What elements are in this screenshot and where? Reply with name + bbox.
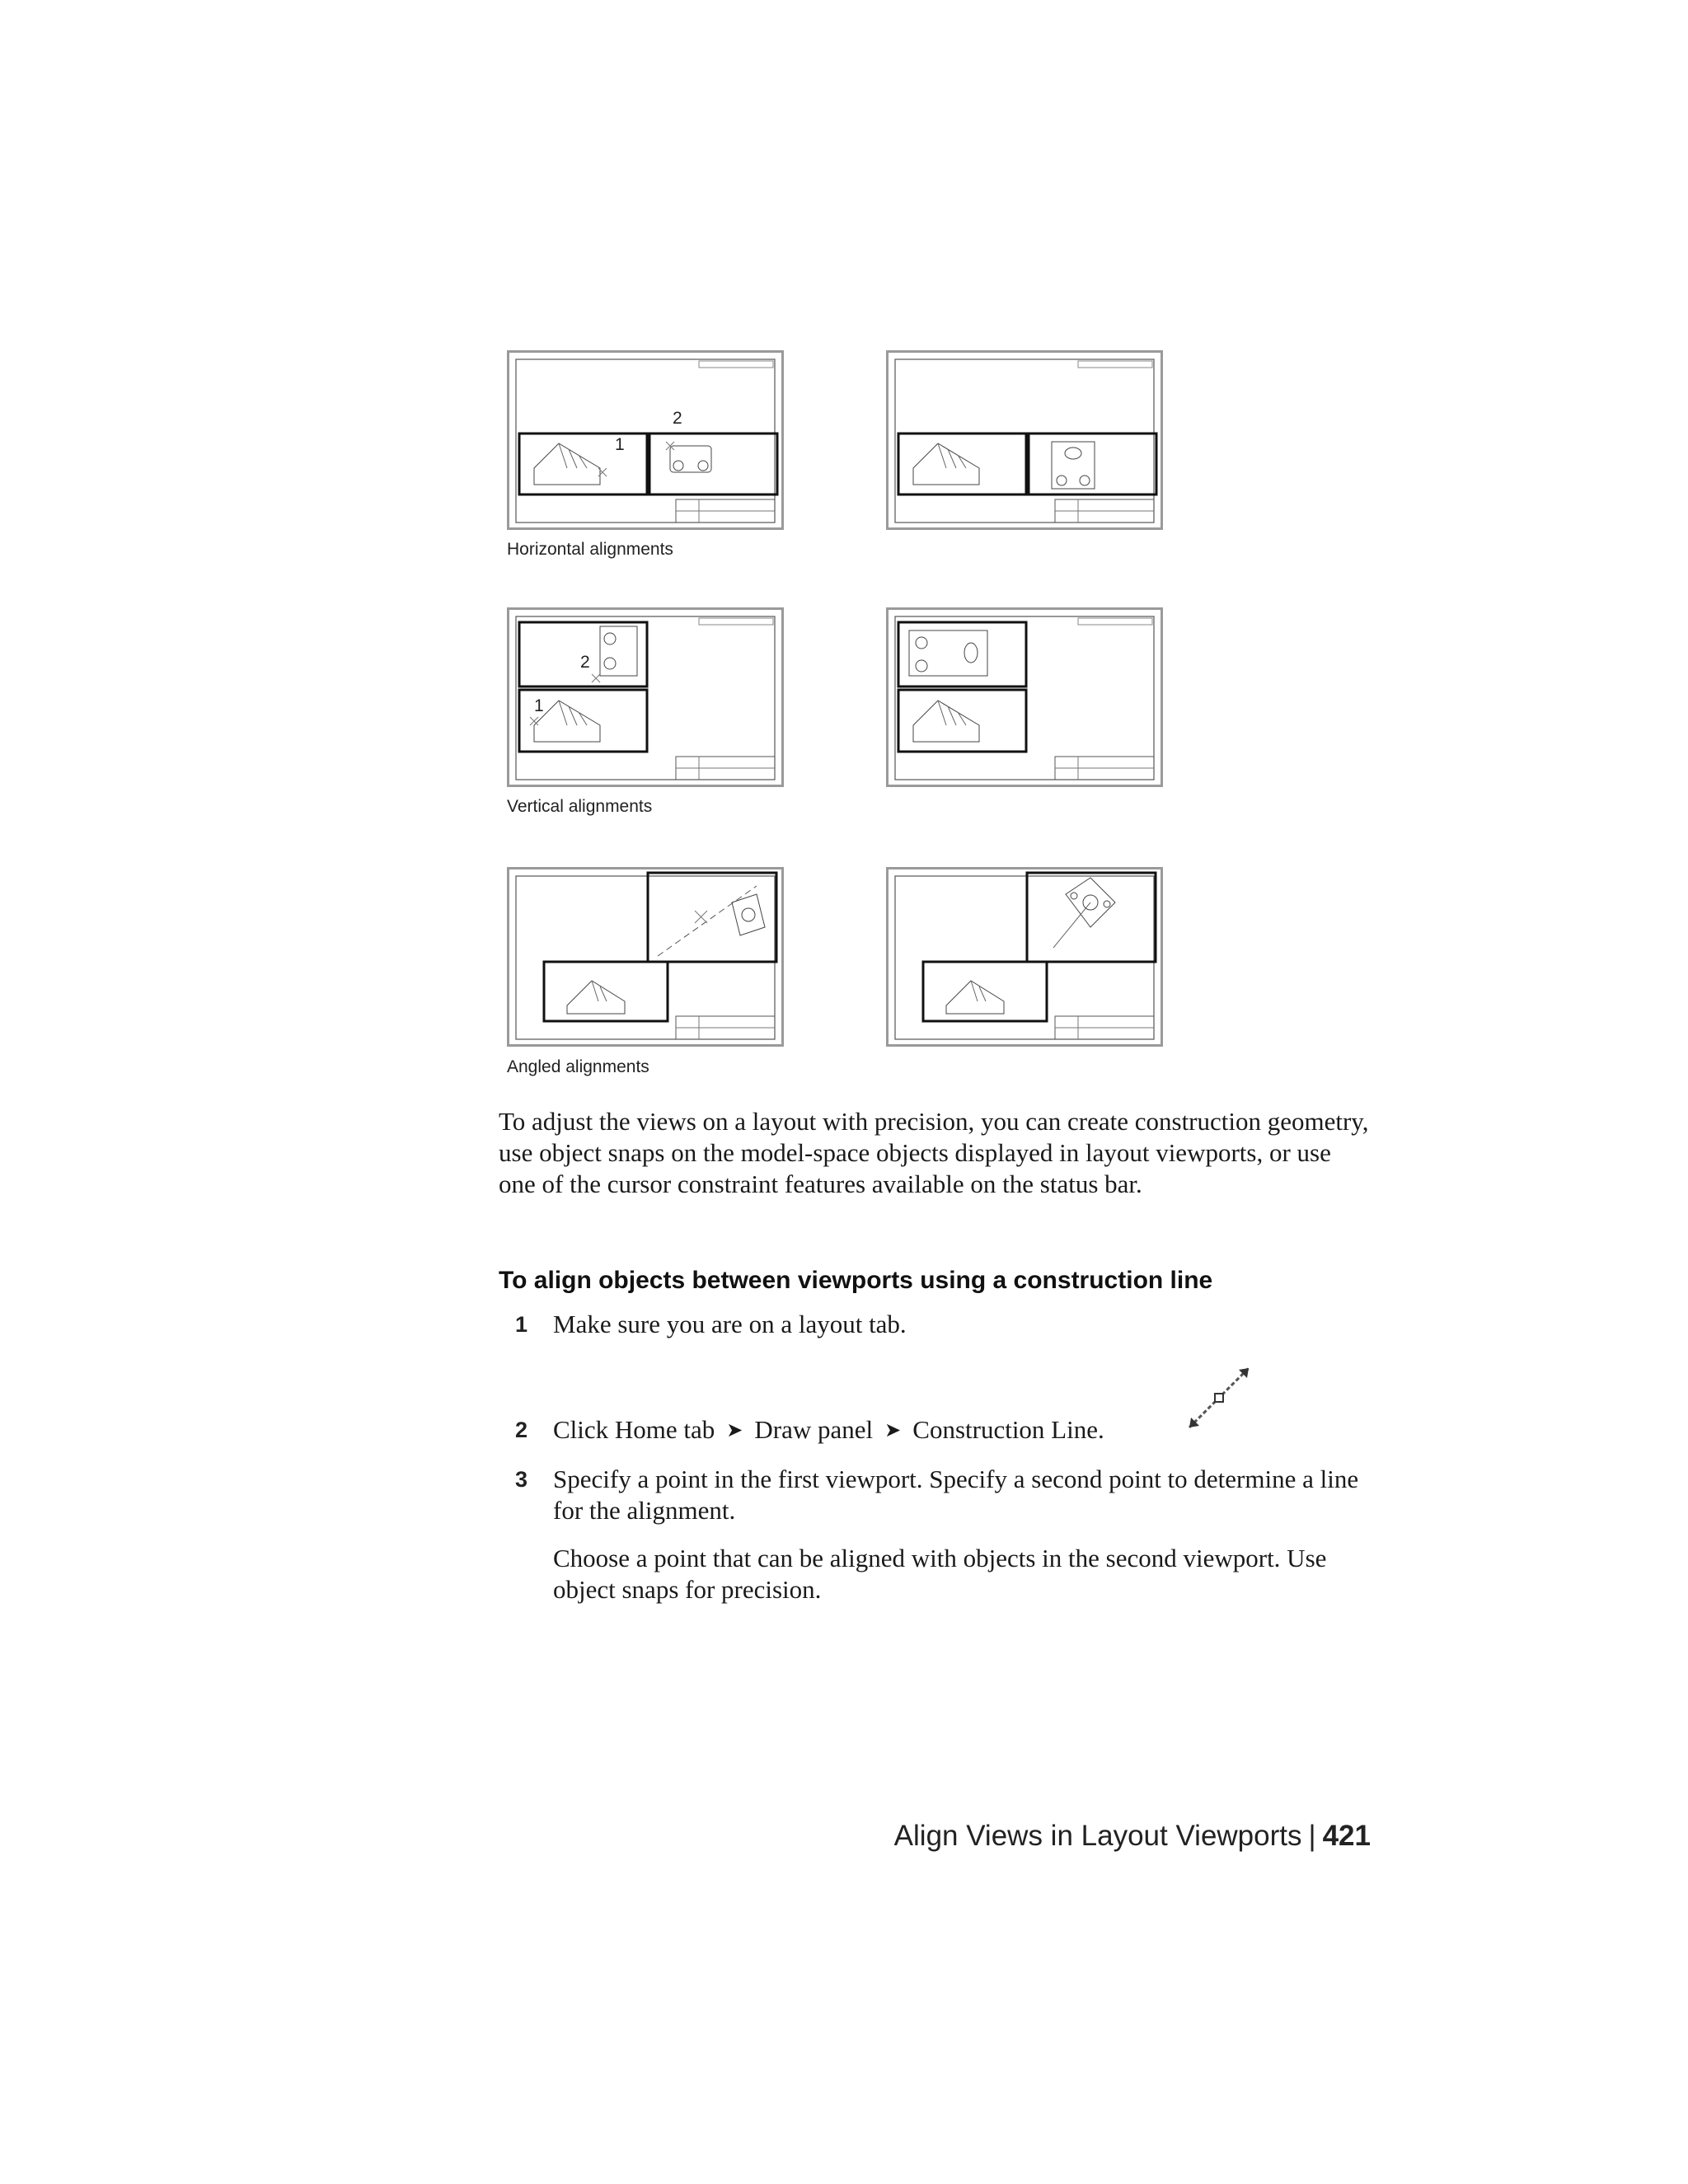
caption-angled: Angled alignments	[507, 1057, 649, 1076]
step-3-note: Choose a point that can be aligned with objects in the second viewport. Use object snaps for precision.	[553, 1544, 1327, 1604]
page-footer	[894, 1820, 1371, 1853]
step-2-number: 2	[515, 1418, 528, 1442]
step-1-text: Make sure you are on a layout tab.	[553, 1310, 907, 1338]
point-label-1: 1	[534, 696, 544, 715]
step-2-home-tab: Click Home tab	[553, 1415, 715, 1444]
point-label-2: 2	[580, 653, 590, 672]
point-label-2: 2	[673, 409, 682, 428]
point-label-1: 1	[615, 435, 625, 454]
step-2-arrow-1: ➤	[726, 1420, 743, 1441]
caption-vertical: Vertical alignments	[507, 797, 653, 816]
layout-horizontal-after	[886, 350, 1163, 530]
layout-vertical-after	[886, 607, 1163, 787]
page-number: 421	[1322, 1820, 1371, 1852]
intro-paragraph: To adjust the views on a layout with precision, you can create construction geometry, use object snaps on the model-space objects displayed in layout viewports, or use one of the cursor constraint features available on the status bar.	[499, 1107, 1369, 1198]
layout-horizontal-before	[507, 350, 784, 530]
procedure-heading: To align objects between viewports using a construction line	[499, 1267, 1213, 1294]
footer-separator: |	[1308, 1820, 1316, 1852]
step-2-arrow-2: ➤	[884, 1420, 902, 1441]
footer-section-title: Align Views in Layout Viewports	[893, 1820, 1302, 1852]
construction-line-icon	[1181, 1360, 1257, 1436]
step-2-text	[553, 1414, 1229, 1448]
caption-horizontal: Horizontal alignments	[507, 540, 673, 559]
step-3-text: Specify a point in the first viewport. Specify a second point to determine a line for the alignment.	[553, 1465, 1359, 1525]
layout-angled-after	[886, 867, 1163, 1047]
layout-angled-before	[507, 867, 784, 1047]
step-1-number: 1	[515, 1312, 528, 1337]
layout-vertical-before	[507, 607, 784, 787]
step-3-number: 3	[515, 1467, 528, 1492]
step-2-draw-panel: Draw panel	[754, 1415, 874, 1444]
step-2-construction-line: Construction Line.	[912, 1415, 1104, 1444]
